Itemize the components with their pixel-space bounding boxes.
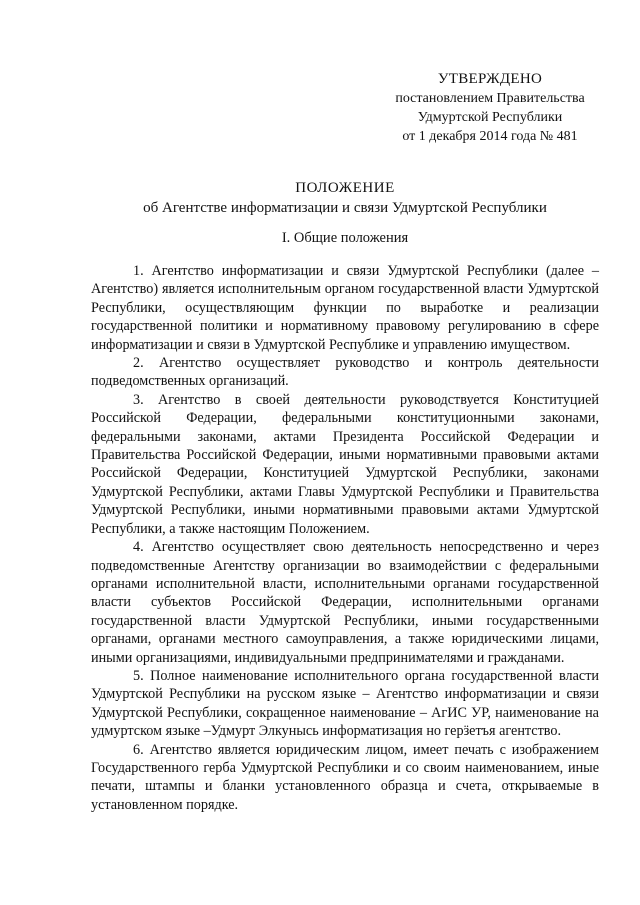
section-heading: I. Общие положения — [281, 230, 409, 246]
paragraph-4: 4. Агентство осуществляет свою деятельность непосредственно и через подведомственные Агентству организации во взаимодействии с федеральными органами исполнительной власти, исполнительными органами государственной власти субъектов Российской Федерации, исполнительными органами государственной власти Удмуртской Республики, иными государственными органами, органами местного самоуправления, а также юридическими лицами, иными организациями, индивидуальными предпринимателями и гражданами. — [91, 539, 599, 666]
approval-heading: УТВЕРЖДЕНО — [437, 71, 543, 87]
document-body — [91, 262, 599, 814]
document-subtitle: об Агентстве информатизации и связи Удмуртской Республики — [143, 200, 547, 216]
approval-republic-line: Удмуртской Республики — [417, 110, 563, 125]
document-title-block — [90, 178, 600, 218]
approval-stamp-block — [380, 70, 600, 146]
paragraph-3: 3. Агентство в своей деятельности руководствуется Конституцией Российской Федерации, федеральными конституционными законами, федеральными законами, актами Президента Российской Федерации и Правительства Российской Федерации, иными нормативными правовыми актами Российской Федерации, Конституцией Удмуртской Республики, законами Удмуртской Республики, актами Главы Удмуртской Республики и Правительства Удмуртской Республики, иными нормативными правовыми актами Удмуртской Республики, а также настоящим Положением. — [91, 391, 599, 537]
document-title: ПОЛОЖЕНИЕ — [295, 180, 395, 196]
paragraph-2: 2. Агентство осуществляет руководство и контроль деятельности подведомственных организаций. — [91, 355, 599, 390]
approval-resolution-line: постановлением Правительства — [395, 91, 585, 106]
paragraph-1: 1. Агентство информатизации и связи Удмуртской Республики (далее – Агентство) является исполнительным органом государственной власти Удмуртской Республики, осуществляющим функции по выработке и реализации государственной политики и нормативному правовому регулированию в сфере информатизации и связи в Удмуртской Республике и управлению имуществом. — [91, 263, 599, 353]
approval-date-number-line: от 1 декабря 2014 года № 481 — [402, 129, 578, 144]
paragraph-6: 6. Агентство является юридическим лицом, имеет печать с изображением Государственного герба Удмуртской Республики и со своим наименованием, иные печати, штампы и бланки установленного образца и счета, открываемые в установленном порядке. — [91, 741, 599, 813]
paragraph-5: 5. Полное наименование исполнительного органа государственной власти Удмуртской Республики на русском языке – Агентство информатизации и связи Удмуртской Республики, сокращенное наименование – АгИС УР, наименование на удмуртском языке –Удмурт Элкунысь информатизация но герӟетъя агентство. — [91, 667, 599, 740]
